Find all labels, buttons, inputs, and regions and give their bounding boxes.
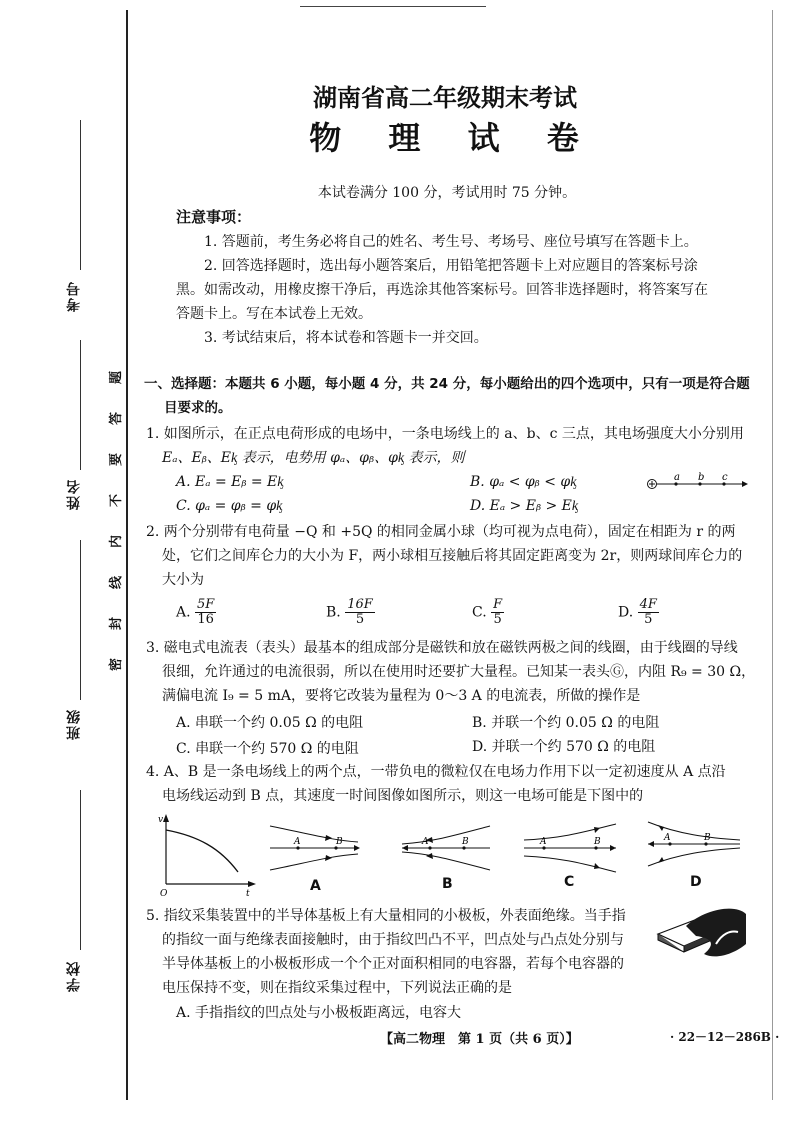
exam-info: 本试卷满分 100 分，考试用时 75 分钟。	[317, 185, 577, 201]
q4-line1: 4. A、B 是一条电场线上的两个点，一带负电的微粒仅在电场力作用下以一定初速度从 A 点沿	[146, 764, 726, 780]
school-label: 学校	[66, 960, 82, 992]
q4-field-d	[648, 816, 744, 872]
velocity-curve	[166, 830, 238, 872]
q3-option-b: B. 并联一个约 0.05 Ω 的电阻	[472, 715, 660, 731]
right-edge-rule	[772, 10, 773, 1100]
q2-option-a: A. $\frac{5F}{16}$	[176, 597, 215, 627]
warning-char: 答	[109, 411, 125, 426]
q4-fig-label-a: A	[310, 878, 321, 894]
q2-line3: 大小为	[162, 572, 204, 588]
warning-char: 题	[109, 370, 125, 385]
q3-option-d: D. 并联一个约 570 Ω 的电阻	[472, 739, 656, 755]
name-line	[80, 340, 81, 470]
exam-number-label: 考号	[66, 280, 82, 312]
paper-code: · 22－12－286B ·	[670, 1030, 780, 1044]
warning-char: 要	[109, 452, 125, 467]
q1-option-c: C. φₐ = φᵦ = φᶄ	[176, 498, 283, 514]
svg-text:B: B	[594, 837, 601, 847]
q4-fig-label-d: D	[690, 874, 702, 890]
note-1: 1. 答题前，考生务必将自己的姓名、考生号、考场号、座位号填写在答题卡上。	[204, 234, 698, 250]
q4-field-b	[402, 820, 494, 876]
question-1	[146, 422, 756, 470]
note-2-cont2: 答题卡上。写在本试卷上无效。	[176, 306, 372, 322]
point-c-label: c	[722, 472, 728, 483]
svg-text:B: B	[462, 837, 469, 847]
q4-field-c	[524, 820, 620, 876]
svg-text:A: A	[540, 837, 547, 847]
q2-option-b: B. $\frac{16F}{5}$	[326, 597, 373, 627]
fingerprint-scanner-icon	[656, 904, 748, 962]
note-3: 3. 考试结束后，将本试卷和答题卡一并交回。	[204, 330, 488, 346]
q4-line2: 电场线运动到 B 点，其速度一时间图像如图所示，则这一电场可能是下图中的	[162, 788, 644, 804]
warning-char: 封	[109, 616, 125, 631]
q5-option-a: A. 手指指纹的凹点处与小极板距离远，电容大	[176, 1005, 462, 1021]
no-answer-warning	[108, 368, 125, 674]
question-2	[146, 520, 756, 592]
svg-text:A: A	[294, 837, 301, 847]
q1-option-a: A. Eₐ = Eᵦ = Eᶄ	[176, 474, 284, 490]
top-rule	[300, 6, 486, 7]
notes-title: 注意事项：	[176, 208, 252, 226]
svg-text:B: B	[336, 837, 343, 847]
warning-char: 线	[109, 575, 125, 590]
svg-text:B: B	[704, 833, 711, 843]
q2-line1: 2. 两个分别带有电荷量 −Q 和 +5Q 的相同金属小球（均可视为点电荷），固定在相距为 r 的两	[146, 524, 736, 540]
q1-option-d: D. Eₐ > Eᵦ > Eᶄ	[470, 498, 579, 514]
note-2: 2. 回答选择题时，选出每小题答案后，用铅笔把答题卡上对应题目的答案标号涂	[204, 258, 698, 274]
class-line	[80, 540, 81, 700]
q4-fig-label-b: B	[442, 876, 453, 892]
q5-line2: 的指纹一面与绝缘表面接触时，由于指纹凹凸不平，凹点处与凸点处分别与	[162, 932, 624, 948]
q2-option-c: C. $\frac{F}{5}$	[472, 597, 503, 627]
warning-char: 内	[109, 534, 125, 549]
q3-line3: 满偏电流 I₉ = 5 mA，要将它改装为量程为 0～3 A 的电流表，所做的操作是	[162, 688, 641, 704]
question-3	[146, 636, 756, 708]
q5-line3: 半导体基板上的小极板形成一个个正对面积相同的电容器，若每个电容器的	[162, 956, 624, 972]
q4-fig-label-c: C	[564, 874, 575, 890]
section-heading: 一、选择题：本题共 6 小题，每小题 4 分，共 24 分，每小题给出的四个选项中，只有一项是符合题	[144, 376, 750, 392]
subject-title: 物 理 试 卷	[309, 119, 597, 157]
svg-text:A: A	[664, 833, 671, 843]
q3-option-c: C. 串联一个约 570 Ω 的电阻	[176, 741, 359, 757]
exam-title: 湖南省高二年级期末考试	[313, 84, 577, 112]
class-label: 班级	[66, 708, 82, 740]
q5-line4: 电压保持不变，则在指纹采集过程中，下列说法正确的是	[162, 980, 512, 996]
q1-line2: Eₐ、Eᵦ、Eᶄ 表示，电势用 φₐ、φᵦ、φᶄ 表示，则	[162, 450, 465, 466]
svg-text:O: O	[160, 889, 168, 899]
q1-option-b: B. φₐ < φᵦ < φᶄ	[470, 474, 577, 490]
question-5	[146, 904, 646, 1000]
q2-line2: 处，它们之间库仑力的大小为 F，两小球相互接触后将其固定距离变为 2r，则两球间库仑力的	[162, 548, 743, 564]
q2-option-d: D. $\frac{4F}{5}$	[618, 597, 657, 627]
q3-line1: 3. 磁电式电流表（表头）最基本的组成部分是磁铁和放在磁铁两极之间的线圈，由于线圈的导线	[146, 640, 738, 656]
school-line	[80, 790, 81, 950]
warning-char: 不	[109, 493, 125, 508]
q5-line1: 5. 指纹采集装置中的半导体基板上有大量相同的小极板，外表面绝缘。当手指	[146, 908, 626, 924]
q4-velocity-time-graph	[158, 814, 258, 899]
q1-line1: 1. 如图所示，在正点电荷形成的电场中，一条电场线上的 a、b、c 三点，其电场强度大小分别用	[146, 426, 744, 442]
point-a-label: a	[674, 472, 680, 483]
svg-text:t: t	[246, 889, 250, 899]
q3-line2: 很细，允许通过的电流很弱，所以在使用时还要扩大量程。已知某一表头Ⓖ，内阻 R₉ = 30 Ω，	[162, 664, 756, 680]
q1-field-line-figure	[644, 472, 748, 496]
name-label: 姓名	[66, 478, 82, 510]
binding-line	[126, 10, 128, 1100]
q3-option-a: A. 串联一个约 0.05 Ω 的电阻	[176, 715, 364, 731]
svg-text:A: A	[422, 837, 429, 847]
section-heading-cont: 目要求的。	[164, 400, 232, 416]
warning-char: 密	[109, 657, 125, 672]
q4-field-a	[270, 820, 362, 876]
point-b-label: b	[698, 472, 705, 483]
svg-text:v: v	[158, 815, 164, 825]
note-2-cont: 黑。如需改动，用橡皮擦干净后，再选涂其他答案标号。回答非选择题时，将答案写在	[176, 282, 708, 298]
question-4	[146, 760, 756, 808]
page-footer: 【高二物理 第 1 页（共 6 页）】	[380, 1032, 579, 1047]
